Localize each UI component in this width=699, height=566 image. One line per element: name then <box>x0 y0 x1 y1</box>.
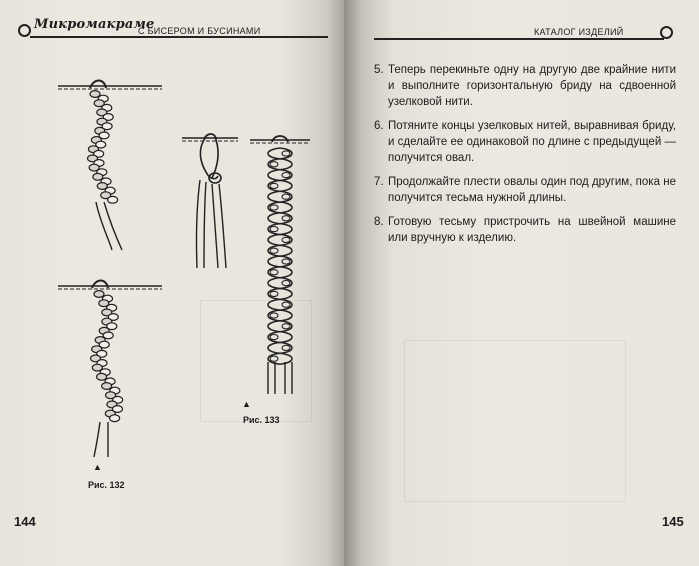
braid-loop <box>268 321 280 332</box>
braid-loop <box>268 148 280 159</box>
braid-loop <box>268 299 280 310</box>
braid-knot <box>270 270 278 275</box>
instruction-step <box>374 118 676 166</box>
braid-knot <box>270 291 278 296</box>
instruction-step <box>374 174 676 206</box>
figure-caption: Рис. 132 <box>88 480 125 490</box>
header-rule <box>374 38 664 40</box>
braid-loop <box>280 353 292 364</box>
braided-tape-illustration <box>250 132 310 394</box>
braid-loop <box>268 191 280 202</box>
knot-loop <box>110 415 120 422</box>
step-number: 7. <box>374 176 384 188</box>
knot-loop <box>108 196 118 203</box>
macrame-chain-illustration-top <box>50 72 170 252</box>
braid-loop <box>268 342 280 353</box>
braid-loop <box>280 224 292 235</box>
braid-knot <box>270 248 278 253</box>
header-rule <box>30 36 328 38</box>
braid-knot <box>282 302 290 307</box>
triangle-up-icon: ▲ <box>242 399 251 409</box>
braid-loop <box>280 202 292 213</box>
knot-loop <box>90 91 100 98</box>
instruction-step <box>374 62 676 110</box>
braid-loop <box>280 180 292 191</box>
braid-loop <box>280 332 292 343</box>
page-number: 144 <box>14 514 36 529</box>
step-number: 5. <box>374 64 384 76</box>
header-subtitle: С БИСЕРОМ И БУСИНАМИ <box>138 26 261 36</box>
header-title: КАТАЛОГ ИЗДЕЛИЙ <box>534 27 624 37</box>
braid-knot <box>282 151 290 156</box>
braid-knot <box>282 324 290 329</box>
instruction-step <box>374 214 676 246</box>
braid-loop <box>268 170 280 181</box>
loop-knot-illustration <box>182 130 238 270</box>
braid-loop <box>268 278 280 289</box>
knot-chain <box>91 291 123 422</box>
braid-knot <box>270 162 278 167</box>
braid-knot <box>282 216 290 221</box>
braid-knot <box>270 356 278 361</box>
instruction-list <box>374 62 676 254</box>
step-number: 6. <box>374 120 384 132</box>
braid-loop <box>268 213 280 224</box>
knot-loop <box>102 383 112 390</box>
braid-knot <box>270 335 278 340</box>
braid-loop <box>280 310 292 321</box>
right-page <box>344 0 699 566</box>
knot-loop <box>93 173 103 180</box>
braid-ovals <box>268 148 292 364</box>
braid-knot <box>282 345 290 350</box>
macrame-chain-illustration-bottom <box>50 272 170 457</box>
brand-title: Микромакраме <box>34 17 155 32</box>
page-number: 145 <box>662 514 684 529</box>
braid-knot <box>270 227 278 232</box>
braid-knot <box>282 259 290 264</box>
braid-loop <box>268 234 280 245</box>
braid-knot <box>282 194 290 199</box>
step-text: Теперь перекиньте одну на другую две крайние нити и выполните горизонтальную бриду на сдвоенной узелковой нити. <box>388 64 676 108</box>
step-text: Потяните концы узелковых нитей, выравнивая бриду, и сделайте ее одинаковой по длине с предыдущей — получится овал. <box>388 120 676 164</box>
braid-loop <box>280 245 292 256</box>
bleed-through-shadow <box>404 340 626 502</box>
knot-chain <box>88 91 118 204</box>
braid-knot <box>270 205 278 210</box>
braid-loop <box>280 288 292 299</box>
knot-loop <box>97 373 107 380</box>
figure-caption: Рис. 133 <box>243 415 280 425</box>
ring-icon <box>660 26 673 39</box>
step-number: 8. <box>374 216 384 228</box>
braid-knot <box>270 313 278 318</box>
braid-knot <box>282 237 290 242</box>
braid-knot <box>270 183 278 188</box>
braid-knot <box>282 281 290 286</box>
braid-loop <box>280 267 292 278</box>
left-page <box>0 0 344 566</box>
knot-loop <box>94 291 104 298</box>
step-text: Готовую тесьму пристрочить на швейной машине или вручную к изделию. <box>388 216 676 244</box>
braid-loop <box>280 159 292 170</box>
braid-loop <box>268 256 280 267</box>
braid-knot <box>282 173 290 178</box>
step-text: Продолжайте плести овалы один под другим, пока не получится тесьма нужной длины. <box>388 176 676 204</box>
triangle-up-icon: ▲ <box>93 462 102 472</box>
